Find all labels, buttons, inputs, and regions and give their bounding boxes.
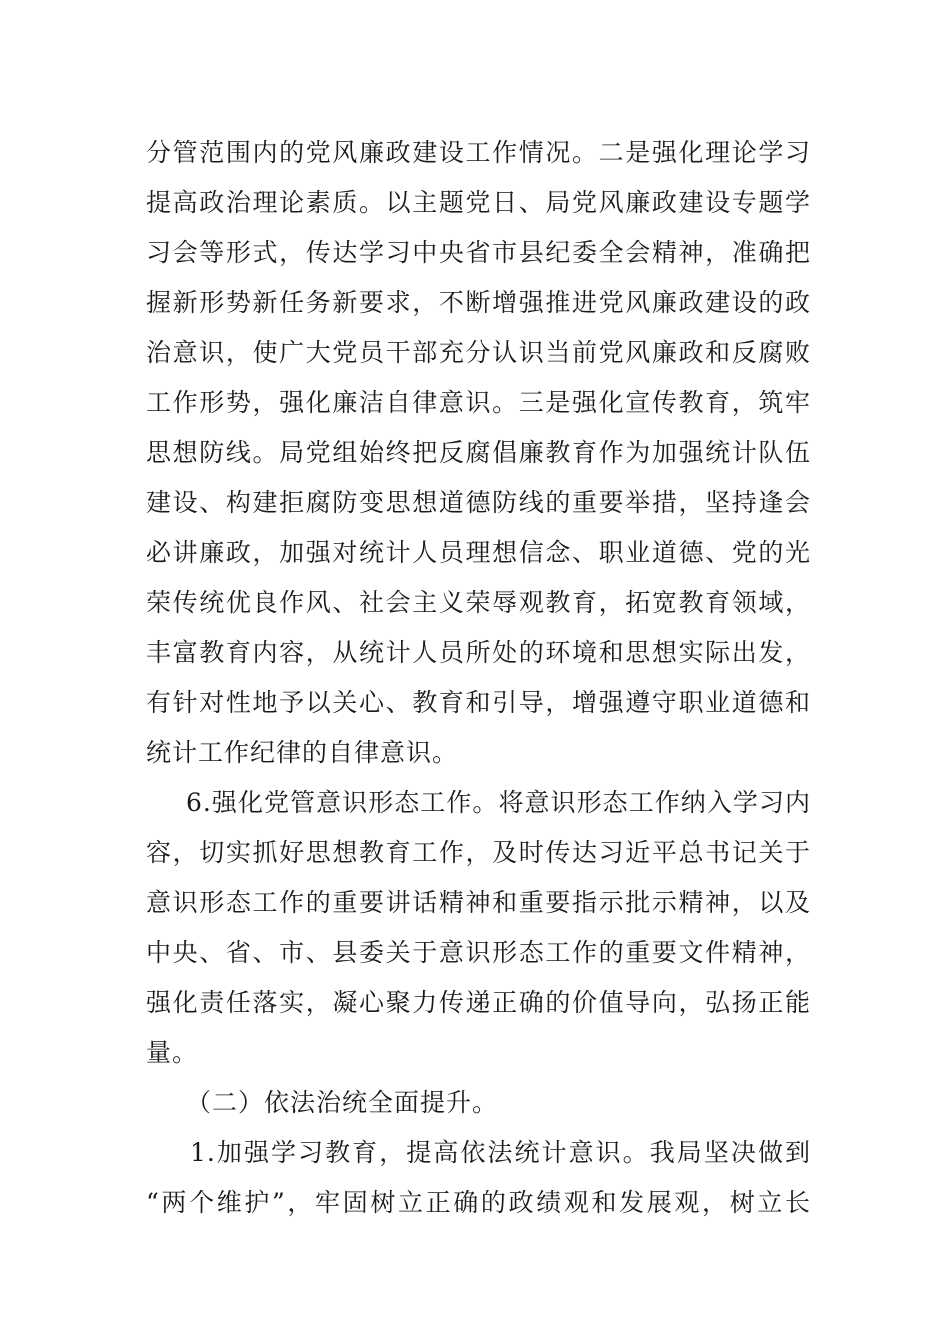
section-heading-line: 1.加强学习教育，提高依法统计意识。我局坚决做到 xyxy=(190,1138,811,1167)
text-line: 容，切实抓好思想教育工作，及时传达习近平总书记关于 xyxy=(146,838,811,867)
text-line: 思想防线。局党组始终把反腐倡廉教育作为加强统计队伍 xyxy=(146,438,811,467)
text-line: 丰富教育内容，从统计人员所处的环境和思想实际出发， xyxy=(146,638,811,667)
text-line: “两个维护”，牢固树立正确的政绩观和发展观，树立长 xyxy=(146,1188,811,1217)
body-text xyxy=(146,128,811,1228)
section-heading-line: 6.强化党管意识形态工作。将意识形态工作纳入学习内 xyxy=(186,788,811,817)
subsection-heading: （二）依法治统全面提升。 xyxy=(186,1088,499,1117)
text-line: 意识形态工作的重要讲话精神和重要指示批示精神，以及 xyxy=(146,888,811,917)
text-line: 必讲廉政，加强对统计人员理想信念、职业道德、党的光 xyxy=(146,538,811,567)
text-line: 工作形势，强化廉洁自律意识。三是强化宣传教育，筑牢 xyxy=(146,388,811,417)
text-line: 统计工作纪律的自律意识。 xyxy=(146,738,459,767)
text-line: 荣传统优良作风、社会主义荣辱观教育，拓宽教育领域， xyxy=(146,588,811,617)
text-line: 中央、省、市、县委关于意识形态工作的重要文件精神， xyxy=(146,938,811,967)
text-line: 习会等形式，传达学习中央省市县纪委全会精神，准确把 xyxy=(146,238,811,267)
text-line: 强化责任落实，凝心聚力传递正确的价值导向，弘扬正能 xyxy=(146,988,811,1017)
text-line: 提高政治理论素质。以主题党日、局党风廉政建设专题学 xyxy=(146,188,811,217)
text-line: 量。 xyxy=(146,1038,199,1067)
text-line: 握新形势新任务新要求，不断增强推进党风廉政建设的政 xyxy=(146,288,811,317)
text-line: 分管范围内的党风廉政建设工作情况。二是强化理论学习 xyxy=(146,138,811,167)
text-line: 治意识，使广大党员干部充分认识当前党风廉政和反腐败 xyxy=(146,338,811,367)
text-line: 建设、构建拒腐防变思想道德防线的重要举措，坚持逢会 xyxy=(146,488,811,517)
text-line: 有针对性地予以关心、教育和引导，增强遵守职业道德和 xyxy=(146,688,811,717)
